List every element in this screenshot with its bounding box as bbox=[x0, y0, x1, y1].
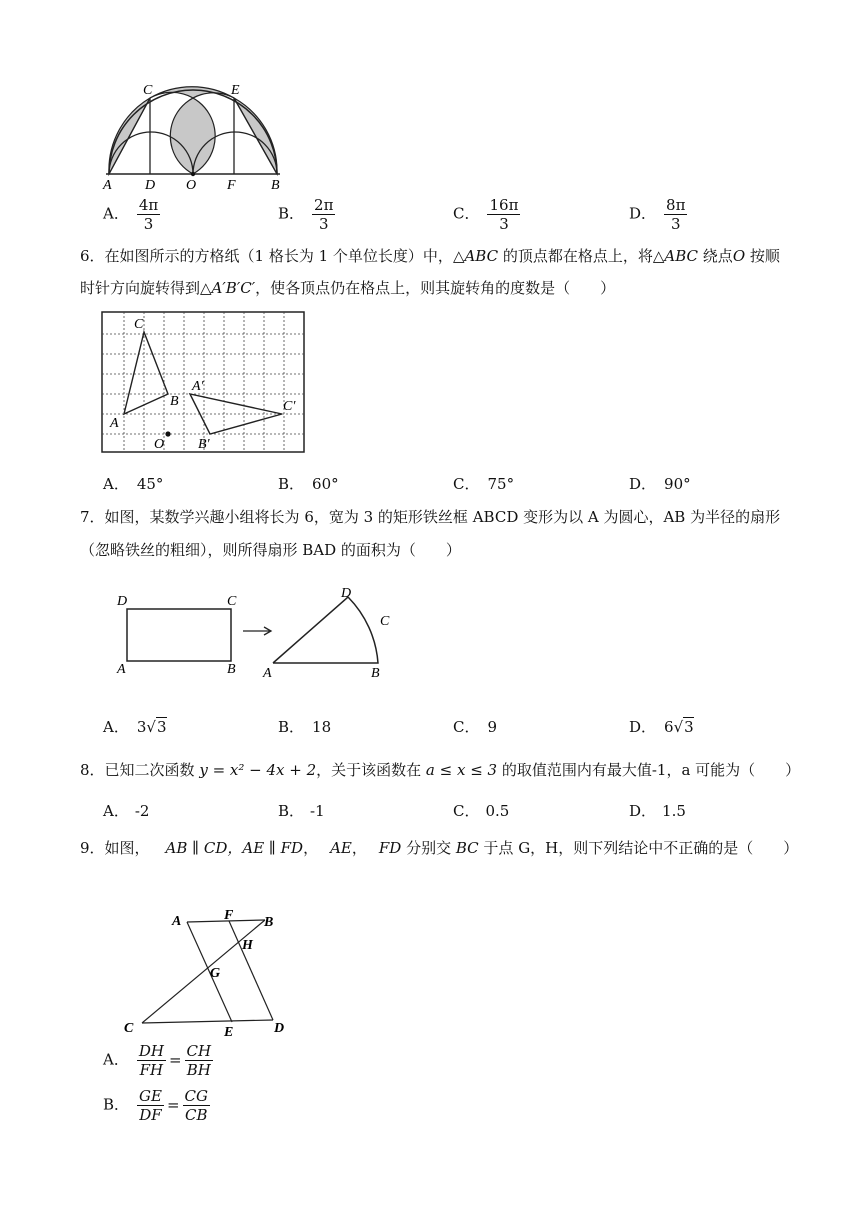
q9-label-G: G bbox=[210, 966, 221, 981]
q6-option-c[interactable]: C． 75° bbox=[453, 475, 515, 493]
q6-option-b[interactable]: B． 60° bbox=[278, 475, 339, 493]
q7-option-c[interactable]: C． 9 bbox=[453, 718, 498, 736]
q7-label-C2: C bbox=[380, 614, 390, 629]
q6-option-a[interactable]: A． 45° bbox=[103, 475, 164, 493]
q9-label-C: C bbox=[124, 1021, 134, 1036]
q6-option-d[interactable]: D． 90° bbox=[629, 475, 691, 493]
q9-label-H: H bbox=[242, 938, 253, 953]
q8-option-b[interactable]: B． -1 bbox=[278, 802, 325, 820]
q6-stem-line2: 时针方向旋转得到△A′B′C′，使各顶点仍在格点上，则其旋转角的度数是（ ） bbox=[80, 279, 616, 297]
q5-shaded-top bbox=[150, 87, 234, 174]
q7-label-D2: D bbox=[341, 586, 352, 601]
q5-option-b[interactable]: B． $\frac{2\pi}{3}$ bbox=[278, 196, 334, 233]
q9-stem: 9．如图， AB ∥ CD，AE ∥ FD， AE， FD 分别交 BC 于点 G，H，则下列结论中不正确的是（ ） bbox=[80, 839, 799, 857]
q9-label-E: E bbox=[224, 1025, 234, 1040]
q8-option-d[interactable]: D． 1.5 bbox=[629, 802, 686, 820]
q7-figure bbox=[110, 585, 400, 680]
q6-label-B-prime: B′ bbox=[198, 437, 210, 452]
q9-label-B: B bbox=[264, 915, 274, 930]
q7-label-D: D bbox=[117, 594, 128, 609]
q5-option-c[interactable]: C． $\frac{16\pi}{3}$ bbox=[453, 196, 519, 233]
q7-label-B2: B bbox=[371, 666, 380, 680]
q9-label-A: A bbox=[172, 914, 182, 929]
q7-rectangle bbox=[127, 609, 231, 661]
q7-label-C: C bbox=[227, 594, 237, 609]
q7-label-A2: A bbox=[263, 666, 272, 680]
q5-option-a[interactable]: A． $\frac{4\pi}{3}$ bbox=[103, 196, 159, 233]
q7-stem-line1: 7．如图，某数学兴趣小组将长为 6，宽为 3 的矩形铁丝框 ABCD 变形为以 A 为圆心，AB 为半径的扇形 bbox=[80, 508, 781, 526]
q6-label-A-prime: A′ bbox=[192, 379, 204, 394]
q6-stem-line1: 6．在如图所示的方格纸（1 格长为 1 个单位长度）中，△ABC 的顶点都在格点上，将△ABC 绕点O 按顺 bbox=[80, 247, 780, 265]
q9-option-b[interactable]: B． $\frac{GE}{DF}$ = $\frac{CG}{CB}$ bbox=[103, 1087, 209, 1124]
q5-label-E: E bbox=[231, 83, 240, 98]
q5-option-d[interactable]: D． $\frac{8\pi}{3}$ bbox=[629, 196, 686, 233]
q5-label-D: D bbox=[145, 178, 156, 192]
q6-label-C: C bbox=[134, 317, 144, 332]
q5-label-A: A bbox=[103, 178, 112, 192]
q9-label-F: F bbox=[224, 908, 234, 923]
q6-label-A: A bbox=[110, 416, 119, 431]
q5-figure bbox=[100, 80, 290, 192]
q5-label-C: C bbox=[143, 83, 153, 98]
q8-option-c[interactable]: C． 0.5 bbox=[453, 802, 510, 820]
q7-option-d[interactable]: D． 6√3 bbox=[629, 718, 694, 736]
q7-sector bbox=[273, 597, 378, 663]
q7-label-A: A bbox=[117, 662, 126, 677]
q8-option-a[interactable]: A． -2 bbox=[103, 802, 150, 820]
q9-label-D: D bbox=[274, 1021, 285, 1036]
q6-label-B: B bbox=[170, 394, 179, 409]
q8-stem: 8．已知二次函数 y = x² − 4x + 2，关于该函数在 a ≤ x ≤ 3 的取值范围内有最大值-1，a 可能为（ ） bbox=[80, 761, 801, 779]
q5-label-O: O bbox=[186, 178, 197, 192]
q7-stem-line2: （忽略铁丝的粗细），则所得扇形 BAD 的面积为（ ） bbox=[80, 541, 461, 559]
q7-option-a[interactable]: A． 3√3 bbox=[103, 718, 167, 736]
q7-option-b[interactable]: B． 18 bbox=[278, 718, 332, 736]
q9-option-a[interactable]: A． $\frac{DH}{FH}$ = $\frac{CH}{BH}$ bbox=[103, 1042, 212, 1079]
q6-label-O: O bbox=[154, 437, 165, 452]
q5-label-F: F bbox=[227, 178, 236, 192]
q6-label-C-prime: C′ bbox=[283, 399, 296, 414]
q6-grid-figure bbox=[100, 310, 306, 456]
q9-figure bbox=[120, 902, 300, 1040]
q7-label-B: B bbox=[227, 662, 236, 677]
q5-label-B: B bbox=[271, 178, 280, 192]
